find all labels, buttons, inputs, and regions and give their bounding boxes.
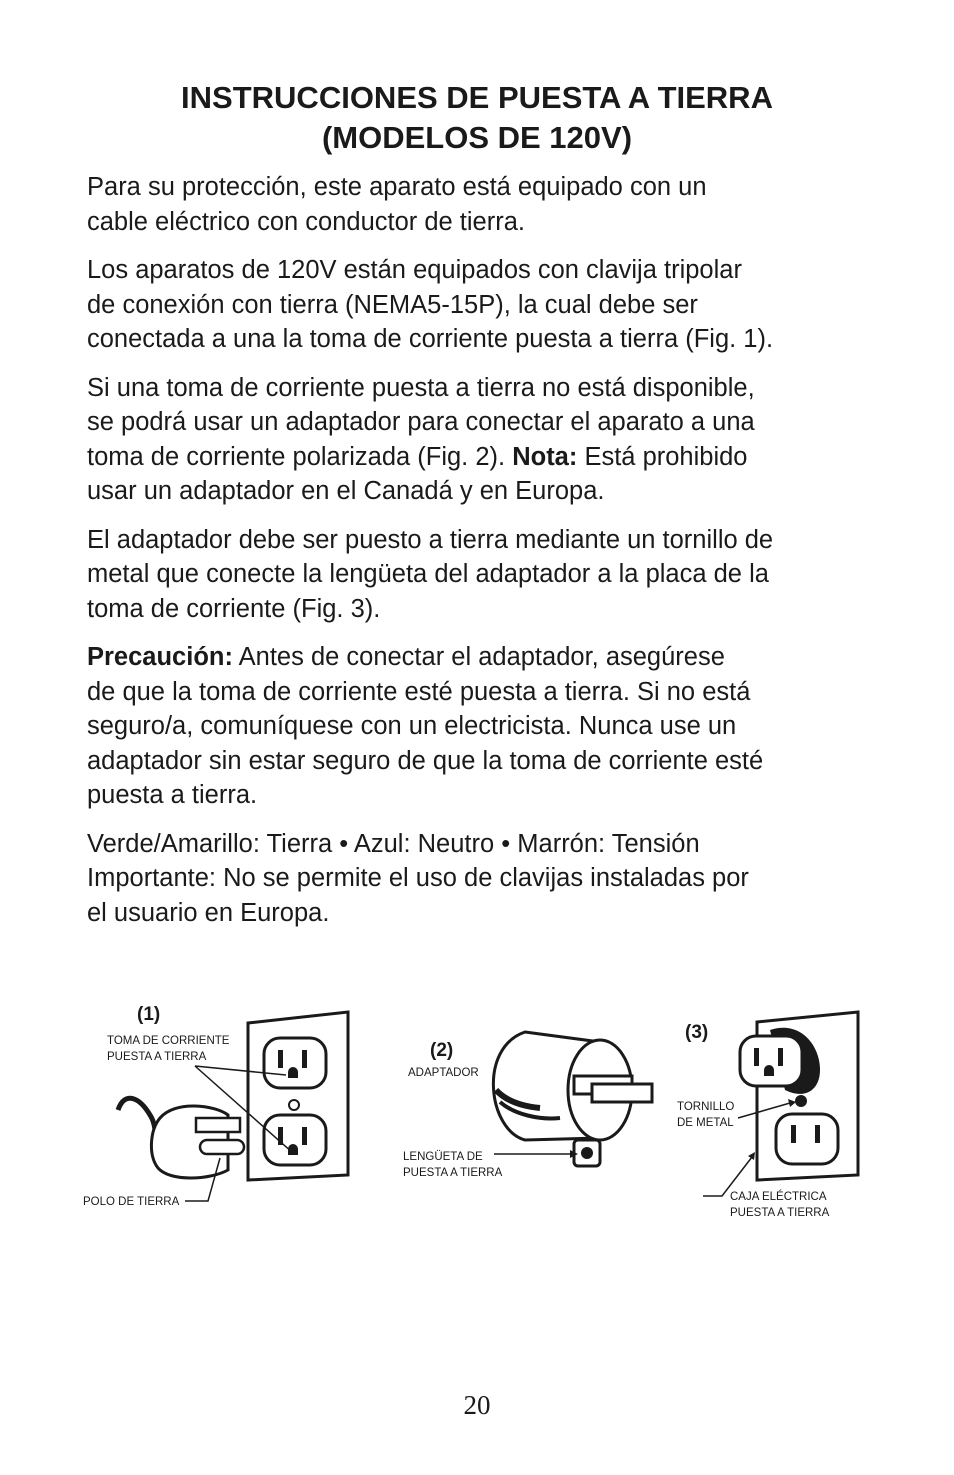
text-line: de conexión con tierra (NEMA5-15P), la cual debe ser	[87, 290, 698, 319]
paragraph-screw	[87, 523, 887, 627]
text-line: el usuario en Europa.	[87, 898, 330, 927]
figure-3-label-screw-line-1: TORNILLO	[677, 1101, 735, 1113]
figure-3-label-box-line-2: PUESTA A TIERRA	[730, 1207, 830, 1219]
text-segment: Está prohibido	[577, 442, 748, 471]
grounded-box-icon	[740, 1012, 858, 1180]
text-line: El adaptador debe ser puesto a tierra mediante un tornillo de	[87, 525, 774, 554]
outlet-plate-icon	[248, 1012, 348, 1180]
text-line: metal que conecte la lengüeta del adaptador a la placa de la	[87, 560, 769, 588]
figures-illustration	[0, 990, 954, 1240]
text-line: adaptador sin estar seguro de que la toma de corriente esté	[87, 746, 764, 775]
text-line	[87, 640, 887, 675]
paragraph-adapter	[87, 371, 887, 509]
text-line: conectada a una la toma de corriente puesta a tierra (Fig. 1).	[87, 325, 774, 353]
figures	[0, 990, 954, 1240]
text-line: usar un adaptador en el Canadá y en Europa.	[87, 477, 605, 505]
text-segment: toma de corriente polarizada (Fig. 2).	[87, 442, 513, 471]
figure-2-label-tab-line-2: PUESTA A TIERRA	[403, 1167, 503, 1179]
figure-1-label-ground-pin: POLO DE TIERRA	[83, 1196, 180, 1208]
text-segment: Antes de conectar el adaptador, asegúrese	[232, 643, 725, 671]
caution-label: Precaución:	[87, 643, 233, 671]
figure-2-label-tab-line-1: LENGÜETA DE	[403, 1151, 483, 1163]
paragraph-wire-colors	[87, 827, 887, 931]
paragraph-protection	[87, 170, 887, 239]
text-line: Para su protección, este aparato está equipado con un	[87, 173, 707, 201]
text-line: Si una toma de corriente puesta a tierra no está disponible,	[87, 373, 755, 402]
note-label: Nota:	[512, 442, 578, 471]
text-line	[87, 440, 887, 475]
text-line: Importante: No se permite el uso de clavijas instaladas por	[87, 864, 749, 892]
text-line: cable eléctrico con conductor de tierra.	[87, 207, 525, 236]
body-text	[87, 170, 887, 944]
text-line: se podrá usar un adaptador para conectar el aparato a una	[87, 408, 755, 436]
page-title	[0, 78, 954, 158]
text-line: toma de corriente (Fig. 3).	[87, 594, 381, 623]
figure-3-label-box-line-1: CAJA ELÉCTRICA	[730, 1191, 827, 1203]
figure-2-label-adapter: ADAPTADOR	[408, 1067, 479, 1079]
figure-1-number: (1)	[137, 1004, 161, 1025]
figure-3-number: (3)	[685, 1022, 709, 1043]
text-line: Verde/Amarillo: Tierra • Azul: Neutro • Marrón: Tensión	[87, 829, 700, 858]
figure-1-label-outlet-line-2: PUESTA A TIERRA	[107, 1051, 207, 1063]
text-line: de que la toma de corriente esté puesta a tierra. Si no está	[87, 677, 751, 706]
page-number: 20	[463, 1390, 491, 1420]
text-line: puesta a tierra.	[87, 781, 258, 809]
figure-2-number: (2)	[430, 1040, 454, 1061]
paragraph-caution	[87, 640, 887, 813]
text-line: Los aparatos de 120V están equipados con clavija tripolar	[87, 256, 742, 284]
paragraph-plug	[87, 253, 887, 357]
figure-2	[403, 1032, 652, 1179]
figure-1	[83, 1004, 348, 1208]
figure-1-label-outlet-line-1: TOMA DE CORRIENTE	[107, 1035, 230, 1047]
plug-icon	[118, 1098, 244, 1178]
figure-3-label-screw-line-2: DE METAL	[677, 1117, 734, 1129]
figure-3	[677, 1012, 858, 1219]
title-line-2: (MODELOS DE 120V)	[321, 120, 633, 155]
text-line: seguro/a, comuníquese con un electricista. Nunca use un	[87, 712, 737, 740]
adapter-icon	[493, 1032, 652, 1166]
title-line-1: INSTRUCCIONES DE PUESTA A TIERRA	[181, 80, 773, 115]
